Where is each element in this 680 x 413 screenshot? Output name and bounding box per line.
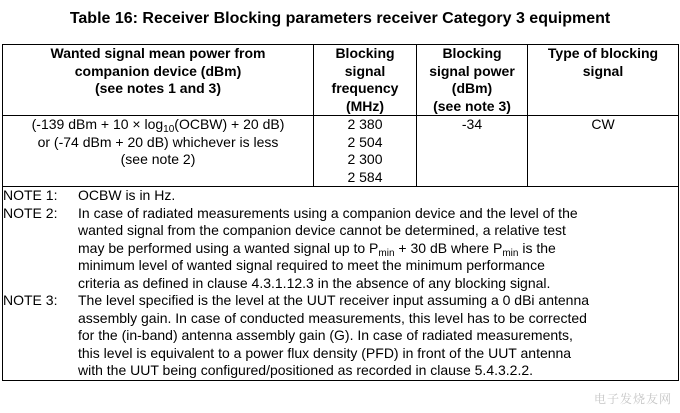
header-blocking-type: Type of blocking signal — [528, 45, 679, 116]
cell-frequencies — [314, 116, 417, 187]
note-label: NOTE 3: — [3, 292, 58, 308]
watermark: 电子发烧友网 — [593, 392, 672, 406]
note-label: NOTE 2: — [3, 204, 58, 221]
note-label: NOTE 1: — [3, 187, 58, 203]
table-row — [3, 116, 679, 187]
table-title: Table 16: Receiver Blocking parameters receiver Category 3 equipment — [69, 10, 611, 27]
header-blocking-power: Blocking signal power (dBm) (see note 3) — [417, 45, 528, 116]
note-1 — [3, 187, 678, 205]
cell-wanted-power: (-139 dBm + $10 \times \log_{10}(OCBW) + 20$ dB) or (-74 dBm + 20 dB) whichever is less (see note 2) — [3, 116, 314, 187]
cell-type: CW — [528, 116, 679, 187]
blocking-parameters-table — [2, 44, 679, 381]
frequency-value: 2 584 — [347, 168, 383, 185]
notes-cell — [3, 187, 679, 381]
header-blocking-frequency: Blocking signal frequency (MHz) — [314, 45, 417, 116]
frequency-value: 2 504 — [347, 133, 383, 150]
header-wanted-power: Wanted signal mean power from companion device (dBm) (see notes 1 and 3) — [3, 45, 314, 116]
note-text: In case of radiated measurements using a companion device and the level of the wanted signal from the companion device cannot be determined, a relative test may be performed using a wanted signal up to $P_{min} + 30$ dB where $P_{min}$ is the minimum level of wanted signal required to meet the minimum performance criteria as defined in clause 4.3.1.12.3 in the absence of any blocking signal. — [78, 204, 578, 291]
notes-row — [3, 187, 679, 381]
cell-power: -34 — [417, 116, 528, 187]
frequency-value: 2 380 — [347, 116, 383, 132]
note-3 — [3, 292, 678, 380]
header-row — [3, 45, 679, 116]
note-text: The level specified is the level at the UUT receiver input assuming a 0 dBi antenna assembly gain. In case of conducted measurements, this level has to be corrected for the (in-band) antenna assembly gain (G). In case of radiated measurements, this level is equivalent to a power flux density (PFD) in front of the UUT antenna with the UUT being configured/positioned as recorded in clause 5.4.3.2.2. — [78, 292, 590, 378]
frequency-value: 2 300 — [347, 151, 383, 167]
note-text: OCBW is in Hz. — [78, 187, 176, 203]
note-2 — [3, 205, 678, 293]
